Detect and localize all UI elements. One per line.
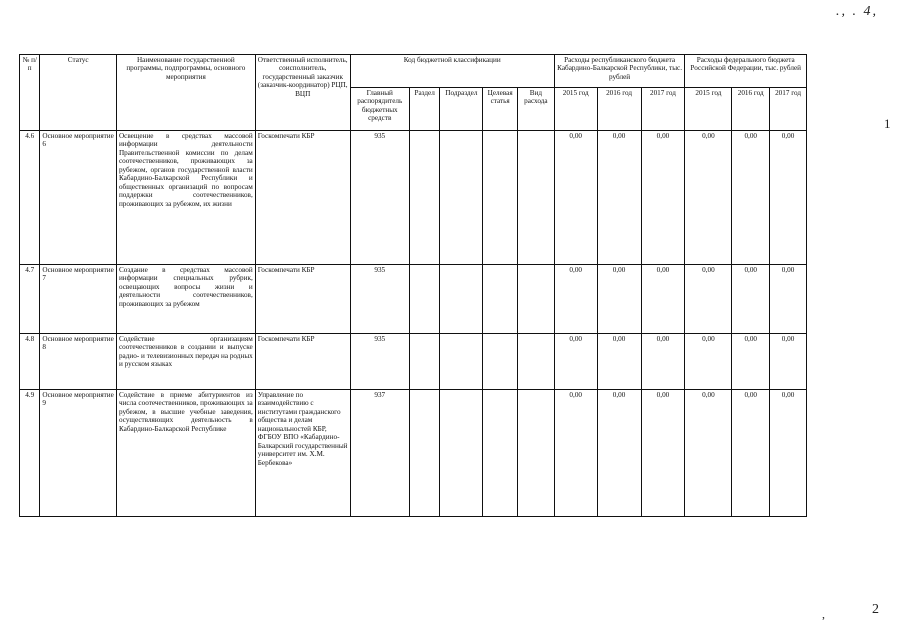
row-rep-2017: 0,00: [641, 265, 685, 334]
row-fed-2017: 0,00: [770, 131, 807, 265]
row-status: Основное мероприятие 6: [40, 131, 117, 265]
row-rep-2016: 0,00: [597, 265, 641, 334]
header-fed-2017: 2017 год: [770, 88, 807, 131]
row-fed-2016: 0,00: [732, 390, 770, 517]
row-section: [409, 131, 440, 265]
row-section: [409, 265, 440, 334]
margin-mark: 1: [884, 116, 891, 131]
row-expense-type: [518, 131, 555, 265]
row-name: Освещение в средствах массовой информации деятельности Правительственной комиссии по делам соотечественников, проживающих за рубежом, органов государственной власти Кабардино-Балкарской Республики и общественных организаций по вопросам поддержки соотечественников, проживающих за рубежом, их жизни: [116, 131, 255, 265]
row-responsible: Госкомпечати КБР: [255, 334, 350, 390]
row-grbs: 937: [350, 390, 409, 517]
row-subsection: [440, 265, 483, 334]
header-rep-2015: 2015 год: [554, 88, 597, 131]
row-fed-2015: 0,00: [685, 390, 732, 517]
row-subsection: [440, 131, 483, 265]
row-grbs: 935: [350, 334, 409, 390]
row-rep-2015: 0,00: [554, 265, 597, 334]
row-fed-2015: 0,00: [685, 265, 732, 334]
row-num: 4.7: [20, 265, 40, 334]
row-subsection: [440, 390, 483, 517]
header-section: Раздел: [409, 88, 440, 131]
table-row: [20, 265, 807, 334]
header-num: № п/п: [20, 55, 40, 131]
handwritten-page-mark: ., . 4,: [836, 4, 878, 19]
header-row-1: [20, 55, 807, 88]
row-name: Создание в средствах массовой информации специальных рубрик, освещающих вопросы жизни и деятельности соотечественников, проживающих за рубежом: [116, 265, 255, 334]
row-target-item: [483, 131, 518, 265]
row-rep-2015: 0,00: [554, 390, 597, 517]
row-target-item: [483, 334, 518, 390]
row-status: Основное мероприятие 9: [40, 390, 117, 517]
row-name: Содействие организациям соотечественников в создании и выпуске радио- и телевизионных передач на родных и русском языках: [116, 334, 255, 390]
row-responsible: Госкомпечати КБР: [255, 265, 350, 334]
row-rep-2016: 0,00: [597, 131, 641, 265]
row-num: 4.6: [20, 131, 40, 265]
header-budget-code: Код бюджетной классификации: [350, 55, 554, 88]
table-row: [20, 390, 807, 517]
row-fed-2017: 0,00: [770, 334, 807, 390]
row-expense-type: [518, 390, 555, 517]
row-fed-2016: 0,00: [732, 131, 770, 265]
row-section: [409, 390, 440, 517]
row-expense-type: [518, 334, 555, 390]
header-name: Наименование государственной программы, подпрограммы, основного мероприятия: [116, 55, 255, 131]
row-fed-2016: 0,00: [732, 334, 770, 390]
row-num: 4.9: [20, 390, 40, 517]
row-rep-2016: 0,00: [597, 334, 641, 390]
row-fed-2015: 0,00: [685, 334, 732, 390]
row-fed-2017: 0,00: [770, 265, 807, 334]
header-rep-expenses: Расходы республиканского бюджета Кабардино-Балкарской Республики, тыс. рублей: [554, 55, 685, 88]
row-subsection: [440, 334, 483, 390]
stray-mark: ,: [822, 607, 825, 621]
header-grbs: Главный распорядитель бюджетных средств: [350, 88, 409, 131]
header-fed-2016: 2016 год: [732, 88, 770, 131]
row-responsible: Госкомпечати КБР: [255, 131, 350, 265]
row-rep-2017: 0,00: [641, 390, 685, 517]
header-status: Статус: [40, 55, 117, 131]
row-num: 4.8: [20, 334, 40, 390]
expenses-table: [19, 54, 807, 517]
header-responsible: Ответственный исполнитель, соисполнитель, государственный заказчик (заказчик-координатор) РЦП, ВЦП: [255, 55, 350, 131]
row-fed-2016: 0,00: [732, 265, 770, 334]
row-target-item: [483, 390, 518, 517]
header-rep-2016: 2016 год: [597, 88, 641, 131]
header-rep-2017: 2017 год: [641, 88, 685, 131]
header-expense-type: Вид расхода: [518, 88, 555, 131]
row-rep-2016: 0,00: [597, 390, 641, 517]
row-rep-2017: 0,00: [641, 334, 685, 390]
row-status: Основное мероприятие 8: [40, 334, 117, 390]
page-corner-mark: 2: [872, 602, 879, 617]
row-grbs: 935: [350, 265, 409, 334]
table-row: [20, 334, 807, 390]
row-status: Основное мероприятие 7: [40, 265, 117, 334]
header-fed-expenses: Расходы федерального бюджета Российской Федерации, тыс. рублей: [685, 55, 807, 88]
row-name: Содействие в приеме абитуриентов из числа соотечественников, проживающих за рубежом, в высшие учебные заведения, осуществляющих деятельность в Кабардино-Балкарской Республике: [116, 390, 255, 517]
row-rep-2015: 0,00: [554, 334, 597, 390]
header-subsection: Подраздел: [440, 88, 483, 131]
header-fed-2015: 2015 год: [685, 88, 732, 131]
row-rep-2015: 0,00: [554, 131, 597, 265]
row-section: [409, 334, 440, 390]
row-fed-2017: 0,00: [770, 390, 807, 517]
row-expense-type: [518, 265, 555, 334]
row-grbs: 935: [350, 131, 409, 265]
header-target-item: Целевая статья: [483, 88, 518, 131]
row-responsible: Управление по взаимодействию с институтами гражданского общества и делам национальностей КБР, ФГБОУ ВПО «Кабардино-Балкарский государственный университет им. Х.М. Бербекова»: [255, 390, 350, 517]
row-fed-2015: 0,00: [685, 131, 732, 265]
row-target-item: [483, 265, 518, 334]
row-rep-2017: 0,00: [641, 131, 685, 265]
table-row: [20, 131, 807, 265]
